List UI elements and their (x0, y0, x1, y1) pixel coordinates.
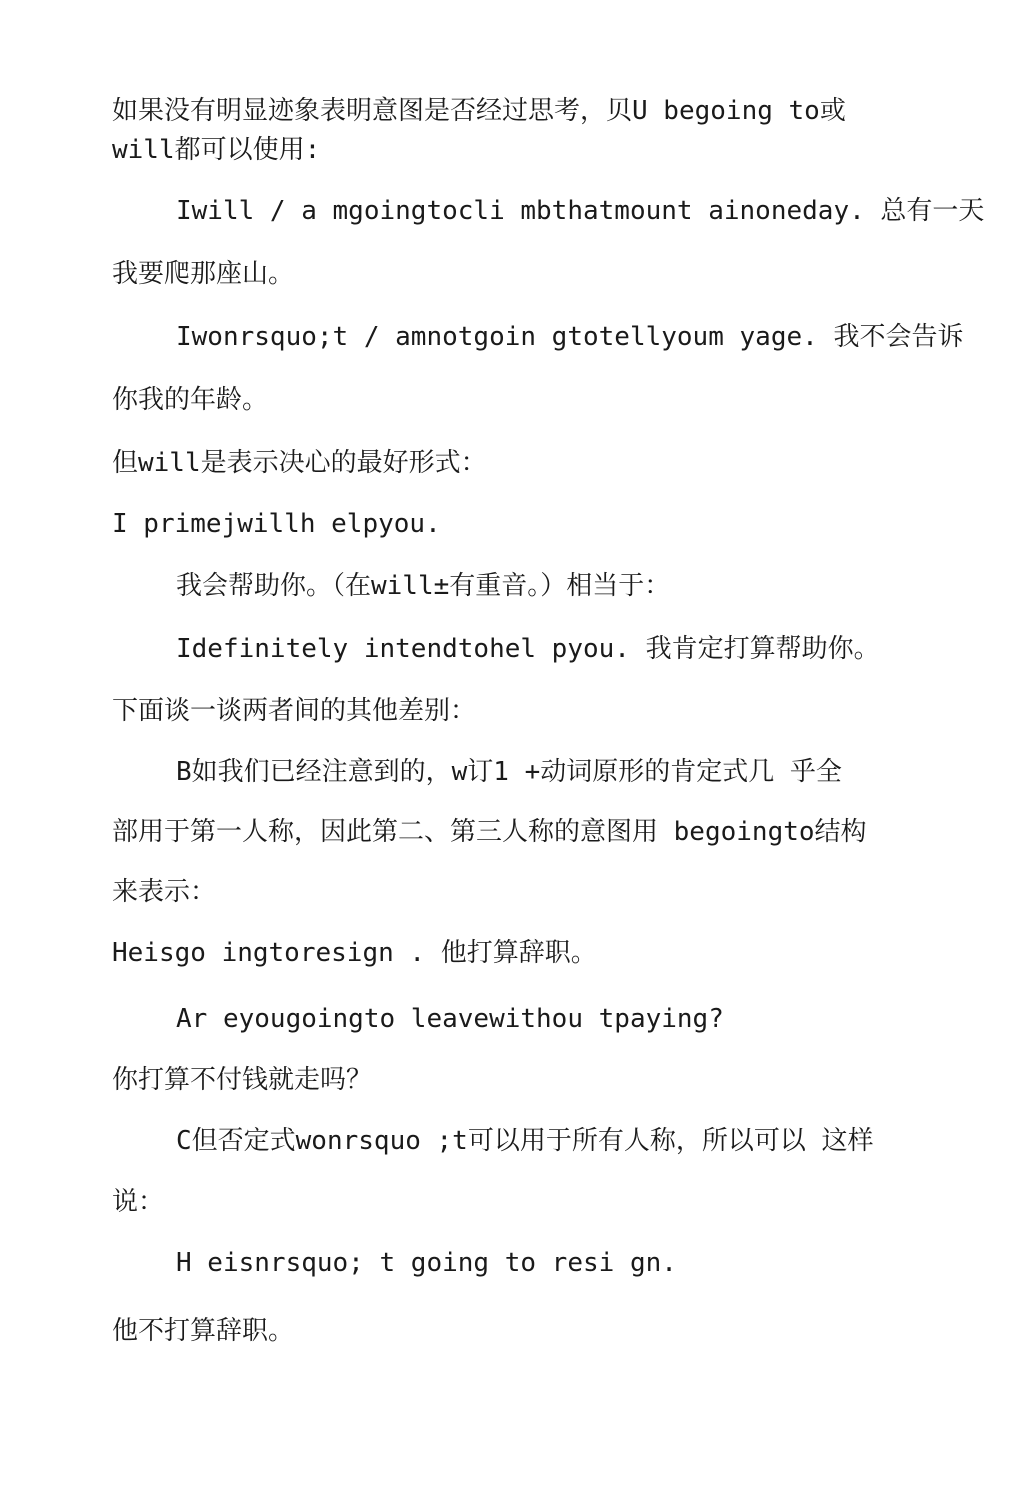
text-line-20: H eisnrsquo; t going to resi gn. (176, 1248, 677, 1278)
text-line-16: Ar eyougoingto leavewithou tpaying? (176, 1004, 724, 1034)
text-line-3: Iwill / a mgoingtocli mbthatmount ainoneday. 总有一天 (176, 196, 985, 226)
text-line-2: will都可以使用: (112, 135, 321, 165)
text-line-17: 你打算不付钱就走吗？ (112, 1065, 373, 1095)
text-line-11: 下面谈一谈两者间的其他差别： (112, 696, 477, 726)
text-line-15: Heisgo ingtoresign . 他打算辞职。 (112, 938, 597, 968)
text-line-8: I primejwillh elpyou. (112, 509, 441, 539)
text-line-19: 说： (112, 1187, 165, 1217)
text-line-14: 来表示： (112, 877, 217, 907)
text-line-13: 部用于第一人称，因此第二、第三人称的意图用 begoingto结构 (112, 817, 867, 847)
text-line-7: 但will是表示决心的最好形式： (112, 448, 487, 478)
text-line-6: 你我的年龄。 (112, 385, 269, 415)
text-line-12: B如我们已经注意到的，w订1 +动词原形的肯定式几 乎全 (176, 757, 842, 787)
text-line-5: Iwonrsquo;t / amnotgoin gtotellyoum yage. 我不会告诉 (176, 322, 964, 352)
text-line-1: 如果没有明显迹象表明意图是否经过思考，贝U begoing to或 (112, 96, 846, 126)
text-line-21: 他不打算辞职。 (112, 1316, 295, 1346)
text-line-18: C但否定式wonrsquo ;t可以用于所有人称，所以可以 这样 (176, 1126, 874, 1156)
text-line-10: Idefinitely intendtohel pyou. 我肯定打算帮助你。 (176, 634, 880, 664)
text-line-9: 我会帮助你。（在will±有重音。）相当于： (176, 571, 671, 601)
text-line-4: 我要爬那座山。 (112, 259, 295, 289)
